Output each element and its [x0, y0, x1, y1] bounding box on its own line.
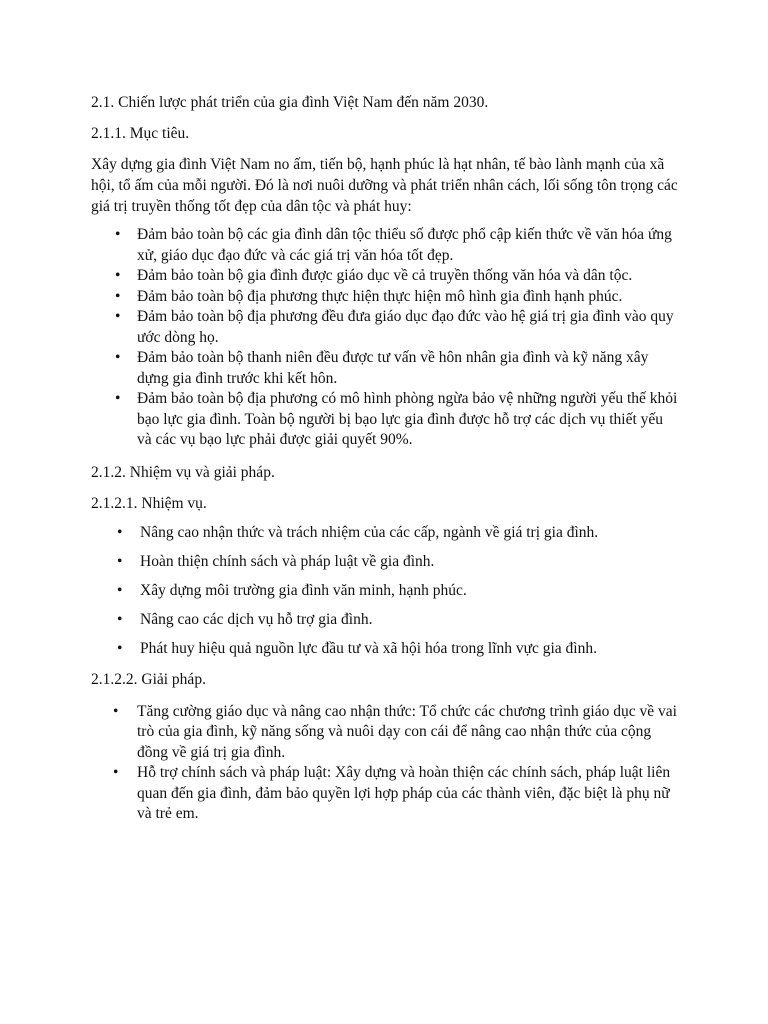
solutions-list	[91, 702, 681, 825]
list-item: • Đảm bảo toàn bộ các gia đình dân tộc thiểu số được phổ cập kiến thức về văn hóa ứng xử, giáo dục đạo đức và các giá trị văn hóa tốt đẹp.	[91, 225, 681, 266]
tasks-list	[91, 518, 681, 663]
solutions-heading: 2.1.2.2. Giải pháp.	[91, 670, 206, 688]
list-item	[91, 518, 681, 547]
list-item-text: • Nâng cao các dịch vụ hỗ trợ gia đình.	[140, 610, 373, 628]
list-item-text: • Nâng cao nhận thức và trách nhiệm của các cấp, ngành về giá trị gia đình.	[140, 523, 599, 541]
list-item-text: • Hoàn thiện chính sách và pháp luật về gia đình.	[140, 552, 435, 570]
list-item: • Hỗ trợ chính sách và pháp luật: Xây dựng và hoàn thiện các chính sách, pháp luật liên quan đến gia đình, đảm bảo quyền lợi hợp pháp của các thành viên, đặc biệt là phụ nữ và trẻ em.	[91, 763, 681, 825]
document-body	[91, 92, 681, 825]
list-item	[91, 634, 681, 663]
tasks-heading: 2.1.2.1. Nhiệm vụ.	[91, 494, 207, 512]
list-item: • Đảm bảo toàn bộ gia đình được giáo dục về cả truyền thống văn hóa và dân tộc.	[91, 266, 681, 287]
objectives-list	[91, 225, 681, 451]
objective-heading: 2.1.1. Mục tiêu.	[91, 125, 190, 142]
objective-intro: Xây dựng gia đình Việt Nam no ấm, tiến bộ, hạnh phúc là hạt nhân, tế bào lành mạnh của xã hội, tổ ấm của mỗi người. Đó là nơi nuôi dưỡng và phát triển nhân cách, lối sống tôn trọng các giá trị truyền thống tốt đẹp của dân tộc và phát huy:	[91, 156, 678, 215]
tasks-solutions-heading: 2.1.2. Nhiệm vụ và giải pháp.	[91, 463, 275, 481]
list-item: • Đảm bảo toàn bộ thanh niên đều được tư vấn về hôn nhân gia đình và kỹ năng xây dựng gia đình trước khi kết hôn.	[91, 348, 681, 389]
list-item: • Đảm bảo toàn bộ địa phương đều đưa giáo dục đạo đức vào hệ giá trị gia đình vào quy ước dòng họ.	[91, 307, 681, 348]
list-item-text: • Phát huy hiệu quả nguồn lực đầu tư và xã hội hóa trong lĩnh vực gia đình.	[140, 639, 597, 657]
list-item	[91, 547, 681, 576]
list-item-text: • Xây dựng môi trường gia đình văn minh, hạnh phúc.	[140, 581, 467, 599]
list-item: • Đảm bảo toàn bộ địa phương thực hiện thực hiện mô hình gia đình hạnh phúc.	[91, 287, 681, 308]
section-title: 2.1. Chiến lược phát triển của gia đình Việt Nam đến năm 2030.	[91, 94, 489, 111]
list-item: • Đảm bảo toàn bộ địa phương có mô hình phòng ngừa bảo vệ những người yếu thế khỏi bạo lực gia đình. Toàn bộ người bị bạo lực gia đình được hỗ trợ các dịch vụ thiết yếu và các vụ bạo lực phải được giải quyết 90%.	[91, 389, 681, 451]
list-item	[91, 605, 681, 634]
list-item: • Tăng cường giáo dục và nâng cao nhận thức: Tổ chức các chương trình giáo dục về vai trò của gia đình, kỹ năng sống và nuôi dạy con cái để nâng cao nhận thức của cộng đồng về giá trị gia đình.	[91, 702, 681, 764]
list-item	[91, 576, 681, 605]
